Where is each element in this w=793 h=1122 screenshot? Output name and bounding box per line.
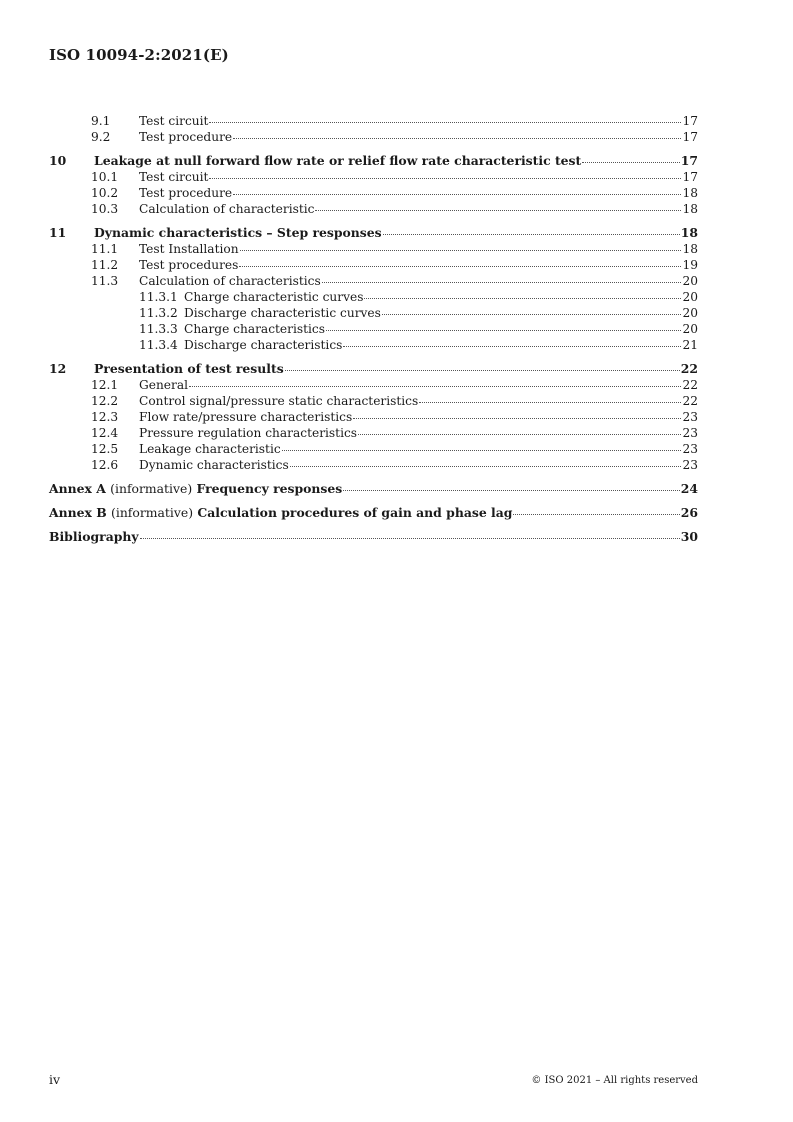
toc-entry[interactable] bbox=[49, 257, 698, 273]
toc-entry-title: Presentation of test results bbox=[94, 361, 284, 376]
toc-entry-number: 11.3.3 bbox=[139, 322, 178, 336]
dot-leader bbox=[285, 369, 680, 371]
toc-entry-number: 10.1 bbox=[91, 170, 119, 184]
toc-entry-page: 30 bbox=[680, 529, 698, 544]
dot-leader bbox=[383, 233, 680, 235]
toc-entry-title: Flow rate/pressure characteristics bbox=[139, 410, 353, 424]
dot-leader bbox=[326, 329, 682, 331]
toc-entry-title: Pressure regulation characteristics bbox=[139, 426, 358, 440]
toc-entry-title: General bbox=[139, 378, 188, 392]
toc-entry-page: 22 bbox=[682, 394, 698, 408]
toc-entry[interactable] bbox=[49, 169, 698, 185]
dot-leader bbox=[209, 177, 681, 179]
toc-entry[interactable] bbox=[49, 113, 698, 129]
dot-leader bbox=[358, 433, 681, 435]
dot-leader bbox=[322, 281, 682, 283]
dot-leader bbox=[343, 489, 679, 491]
toc-entry[interactable] bbox=[49, 481, 698, 497]
toc-entry-number: 10.2 bbox=[91, 186, 119, 200]
toc-entry-title: Charge characteristic curves bbox=[184, 290, 364, 304]
toc-entry-page: 22 bbox=[680, 361, 698, 376]
annex-note: (informative) bbox=[110, 481, 193, 496]
toc-entry[interactable] bbox=[49, 153, 698, 169]
toc-entry-number: 9.1 bbox=[91, 114, 111, 128]
toc-entry-page: 23 bbox=[682, 442, 698, 456]
toc-entry-page: 24 bbox=[680, 481, 698, 496]
toc-entry[interactable] bbox=[49, 457, 698, 473]
toc-entry-title: Charge characteristics bbox=[184, 322, 325, 336]
dot-leader bbox=[282, 449, 682, 451]
toc-entry[interactable] bbox=[49, 409, 698, 425]
toc-entry-title: Test procedures bbox=[139, 258, 239, 272]
toc-entry-title: Test procedure bbox=[139, 186, 233, 200]
toc-entry-number: 12.3 bbox=[91, 410, 119, 424]
annex-label: Annex B bbox=[49, 505, 107, 520]
toc-entry-title: Dynamic characteristics – Step responses bbox=[94, 225, 382, 240]
toc-entry[interactable] bbox=[49, 529, 698, 545]
toc-entry-number: 12.2 bbox=[91, 394, 119, 408]
toc-entry-number: 12.5 bbox=[91, 442, 119, 456]
table-of-contents bbox=[49, 113, 698, 545]
toc-entry-title bbox=[49, 481, 342, 497]
toc-entry-number: 11.3.2 bbox=[139, 306, 178, 320]
toc-entry-title: Dynamic characteristics bbox=[139, 458, 289, 472]
toc-entry-page: 18 bbox=[682, 242, 698, 256]
dot-leader bbox=[364, 297, 681, 299]
toc-entry-title: Control signal/pressure static characteristics bbox=[139, 394, 419, 408]
toc-entry[interactable] bbox=[49, 393, 698, 409]
dot-leader bbox=[189, 385, 681, 387]
annex-note: (informative) bbox=[111, 505, 194, 520]
toc-entry-title: Discharge characteristics bbox=[184, 338, 343, 352]
annex-title: Frequency responses bbox=[196, 481, 343, 496]
dot-leader bbox=[513, 513, 679, 515]
toc-entry-page: 23 bbox=[682, 458, 698, 472]
toc-entry-page: 20 bbox=[682, 322, 698, 336]
toc-entry-page: 26 bbox=[680, 505, 698, 520]
dot-leader bbox=[233, 137, 681, 139]
toc-entry[interactable] bbox=[49, 289, 698, 305]
copyright-notice: © ISO 2021 – All rights reserved bbox=[531, 1075, 698, 1086]
toc-entry-title bbox=[49, 505, 512, 521]
toc-entry-page: 23 bbox=[682, 410, 698, 424]
dot-leader bbox=[290, 465, 682, 467]
toc-entry-number: 12.1 bbox=[91, 378, 119, 392]
toc-entry[interactable] bbox=[49, 129, 698, 145]
toc-entry[interactable] bbox=[49, 273, 698, 289]
toc-entry-title: Test Installation bbox=[139, 242, 239, 256]
dot-leader bbox=[343, 345, 681, 347]
toc-entry[interactable] bbox=[49, 505, 698, 521]
toc-entry-page: 17 bbox=[680, 153, 698, 168]
toc-entry[interactable] bbox=[49, 225, 698, 241]
toc-entry[interactable] bbox=[49, 321, 698, 337]
page-number: iv bbox=[49, 1072, 61, 1087]
toc-entry-title: Discharge characteristic curves bbox=[184, 306, 381, 320]
dot-leader bbox=[353, 417, 681, 419]
toc-entry-page: 17 bbox=[682, 130, 698, 144]
dot-leader bbox=[239, 265, 681, 267]
toc-entry-number: 12.6 bbox=[91, 458, 119, 472]
dot-leader bbox=[419, 401, 681, 403]
toc-entry[interactable] bbox=[49, 377, 698, 393]
toc-entry-page: 20 bbox=[682, 306, 698, 320]
toc-entry-title: Calculation of characteristics bbox=[139, 274, 321, 288]
toc-entry-number: 11.3.4 bbox=[139, 338, 178, 352]
toc-entry-title: Calculation of characteristic bbox=[139, 202, 315, 216]
toc-entry-number: 11.1 bbox=[91, 242, 119, 256]
toc-entry-title: Leakage characteristic bbox=[139, 442, 281, 456]
toc-entry-title: Test procedure bbox=[139, 130, 233, 144]
toc-entry-page: 21 bbox=[682, 338, 698, 352]
dot-leader bbox=[140, 537, 680, 539]
toc-entry-page: 17 bbox=[682, 170, 698, 184]
toc-entry-number: 10 bbox=[49, 153, 67, 168]
toc-entry[interactable] bbox=[49, 241, 698, 257]
toc-entry-page: 17 bbox=[682, 114, 698, 128]
toc-entry-number: 11.3.1 bbox=[139, 290, 178, 304]
toc-entry-page: 18 bbox=[682, 186, 698, 200]
toc-entry[interactable] bbox=[49, 201, 698, 217]
dot-leader bbox=[209, 121, 681, 123]
annex-title: Calculation procedures of gain and phase lag bbox=[197, 505, 513, 520]
toc-entry-page: 19 bbox=[682, 258, 698, 272]
toc-entry-number: 12.4 bbox=[91, 426, 119, 440]
dot-leader bbox=[233, 193, 681, 195]
toc-entry-number: 10.3 bbox=[91, 202, 119, 216]
document-header: ISO 10094-2:2021(E) bbox=[49, 46, 229, 64]
toc-entry-number: 12 bbox=[49, 361, 67, 376]
toc-entry[interactable] bbox=[49, 305, 698, 321]
dot-leader bbox=[382, 313, 682, 315]
dot-leader bbox=[315, 209, 681, 211]
toc-entry-title: Test circuit bbox=[139, 114, 209, 128]
toc-entry-title: Leakage at null forward flow rate or relief flow rate characteristic test bbox=[94, 153, 582, 168]
toc-entry-page: 20 bbox=[682, 274, 698, 288]
toc-entry[interactable] bbox=[49, 337, 698, 353]
toc-entry[interactable] bbox=[49, 425, 698, 441]
toc-entry-title: Bibliography bbox=[49, 529, 139, 544]
toc-entry-number: 11.3 bbox=[91, 274, 119, 288]
annex-label: Annex A bbox=[49, 481, 106, 496]
toc-entry-page: 20 bbox=[682, 290, 698, 304]
dot-leader bbox=[582, 161, 680, 163]
toc-entry-number: 11 bbox=[49, 225, 67, 240]
toc-entry-page: 22 bbox=[682, 378, 698, 392]
dot-leader bbox=[240, 249, 682, 251]
toc-entry-title: Test circuit bbox=[139, 170, 209, 184]
toc-entry[interactable] bbox=[49, 441, 698, 457]
toc-entry-number: 11.2 bbox=[91, 258, 119, 272]
toc-entry-page: 23 bbox=[682, 426, 698, 440]
toc-entry-number: 9.2 bbox=[91, 130, 111, 144]
toc-entry[interactable] bbox=[49, 185, 698, 201]
toc-entry[interactable] bbox=[49, 361, 698, 377]
toc-entry-page: 18 bbox=[680, 225, 698, 240]
toc-entry-page: 18 bbox=[682, 202, 698, 216]
